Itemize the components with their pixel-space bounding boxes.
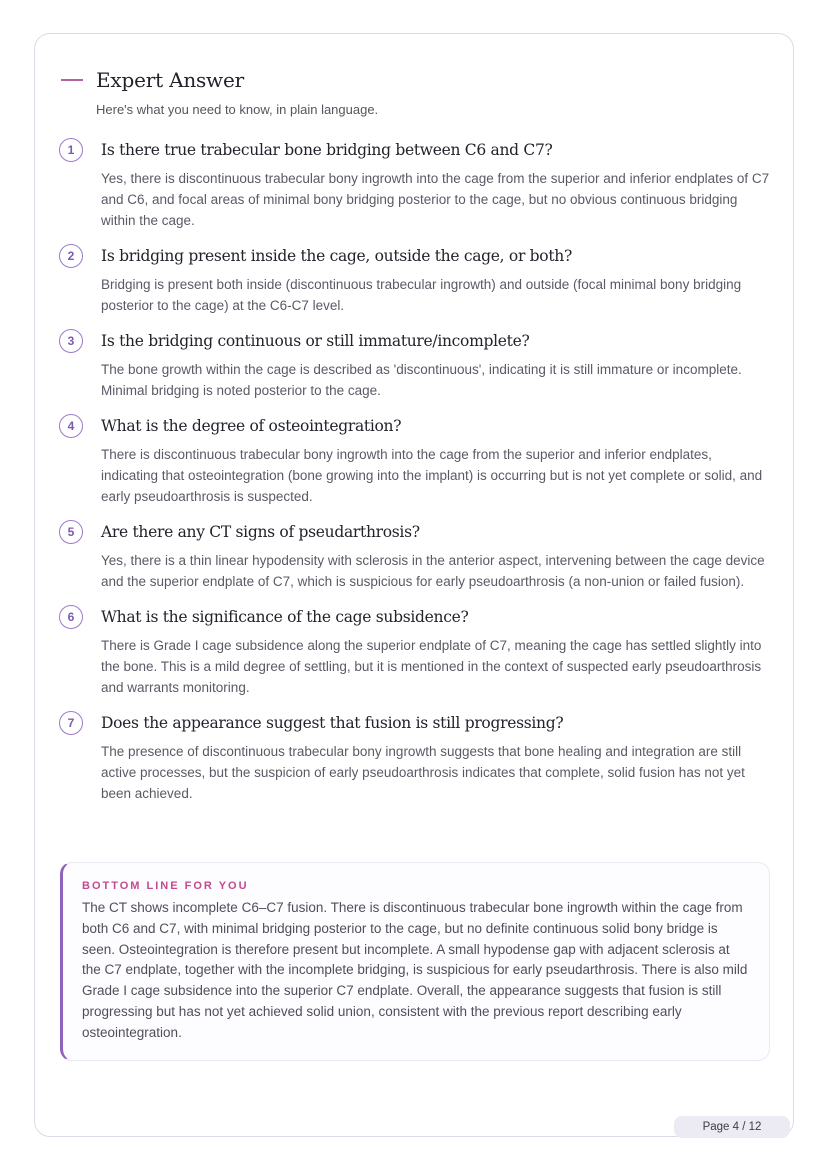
answer-text: There is Grade I cage subsidence along the superior endplate of C7, meaning the cage has settled slightly into the bone. This is a mild degree of settling, but it is mentioned in the context of suspected early pseudoarthrosis and warrants monitoring. — [101, 638, 762, 695]
question-number-badge: 2 — [59, 244, 83, 268]
question-text: Does the appearance suggest that fusion is still progressing? — [101, 714, 564, 732]
question-number-badge: 5 — [59, 520, 83, 544]
question-item-5 — [59, 520, 771, 592]
question-text: Is the bridging continuous or still immature/incomplete? — [101, 332, 530, 350]
question-text: What is the degree of osteointegration? — [101, 417, 402, 435]
question-item-4 — [59, 414, 771, 507]
answer-text: There is discontinuous trabecular bony ingrowth into the cage from the superior and inferior endplates, indicating that osteointegration (bone growing into the implant) is occurring but is not yet complete or solid, and early pseudoarthrosis is suspected. — [101, 447, 763, 504]
question-list — [59, 138, 771, 817]
answer-text: The bone growth within the cage is described as 'discontinuous', indicating it is still immature or incomplete. Minimal bridging is noted posterior to the cage. — [101, 362, 742, 398]
question-text: What is the significance of the cage subsidence? — [101, 608, 469, 626]
question-number-badge: 7 — [59, 711, 83, 735]
answer-text: The presence of discontinuous trabecular bony ingrowth suggests that bone healing and integration are still active processes, but the suspicion of early pseudoarthrosis indicates that complete, solid fusion has not yet been achieved. — [101, 744, 745, 801]
page-subtitle: Here's what you need to know, in plain language. — [96, 102, 379, 117]
question-text: Are there any CT signs of pseudarthrosis? — [101, 523, 420, 541]
question-item-6 — [59, 605, 771, 698]
question-text: Is there true trabecular bone bridging between C6 and C7? — [101, 141, 553, 159]
answer-text: Yes, there is discontinuous trabecular bony ingrowth into the cage from the superior and inferior endplates of C7 and C6, and focal areas of minimal bony bridging posterior to the cage, but no obvious continuous bridging within the cage. — [101, 171, 770, 228]
question-item-2 — [59, 244, 771, 316]
bottom-line-label: BOTTOM LINE FOR YOU — [82, 880, 249, 892]
question-text: Is bridging present inside the cage, outside the cage, or both? — [101, 247, 572, 265]
bottom-line-text: The CT shows incomplete C6–C7 fusion. There is discontinuous trabecular bone ingrowth within the cage from both C6 and C7, with minimal bridging posterior to the cage, but no definite continuous solid bony bridge is seen. Osteointegration is therefore present but incomplete. A small hypodense gap with adjacent sclerosis at the C7 endplate, together with the incomplete bridging, is suspicious for early pseudarthrosis. There is also mild Grade I cage subsidence into the superior C7 endplate. Overall, the appearance suggests that fusion is still progressing but has not yet achieved solid union, consistent with the previous report describing early osteointegration. — [82, 900, 748, 1040]
title-row — [61, 68, 761, 92]
question-item-7 — [59, 711, 771, 804]
question-number-badge: 1 — [59, 138, 83, 162]
question-number-badge: 4 — [59, 414, 83, 438]
page-title: Expert Answer — [96, 68, 244, 92]
header — [61, 68, 761, 117]
question-item-3 — [59, 329, 771, 401]
page-number-badge: Page 4 / 12 — [674, 1116, 790, 1138]
bottom-line-callout — [60, 862, 770, 1061]
question-number-badge: 6 — [59, 605, 83, 629]
question-item-1 — [59, 138, 771, 231]
question-number-badge: 3 — [59, 329, 83, 353]
answer-text: Bridging is present both inside (discontinuous trabecular ingrowth) and outside (focal minimal bony bridging posterior to the cage) at the C6-C7 level. — [101, 277, 742, 313]
answer-text: Yes, there is a thin linear hypodensity with sclerosis in the anterior aspect, intervening between the cage device and the superior endplate of C7, which is suspicious for early pseudoarthrosis (a non-union or failed fusion). — [101, 553, 765, 589]
answer-card — [34, 33, 794, 1137]
title-accent-dash — [61, 79, 83, 81]
